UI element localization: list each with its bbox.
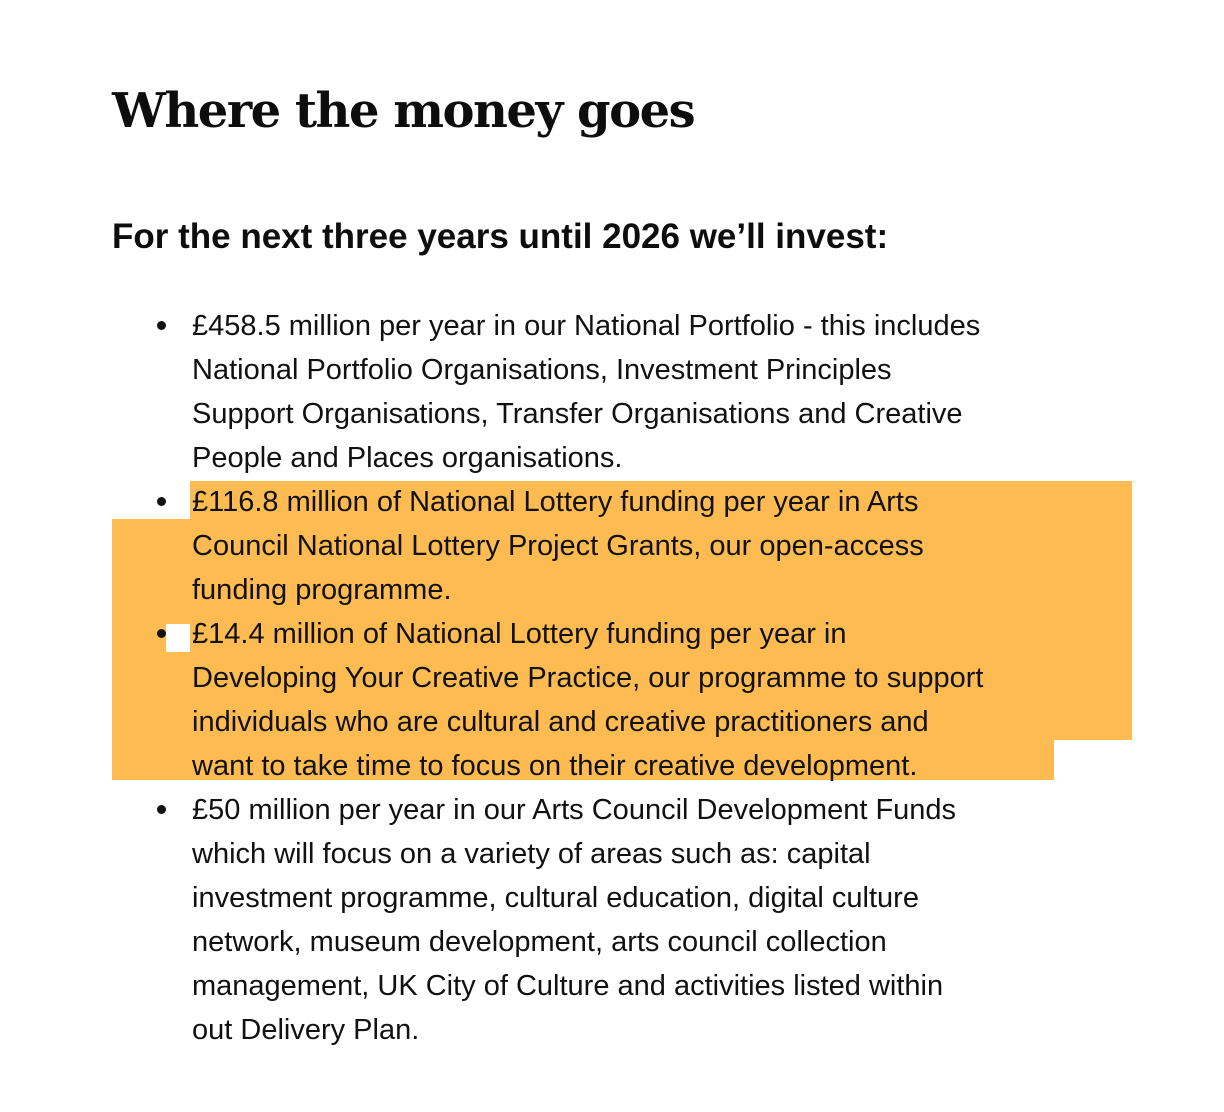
list-item-text-line: investment programme, cultural education, digital culture [192, 882, 919, 914]
bullet-icon [157, 497, 166, 506]
list-item-development-funds [192, 788, 1152, 1052]
list-item-text-line: network, museum development, arts council collection [192, 926, 887, 958]
list-item-text-line: Council National Lottery Project Grants, our open-access [192, 530, 924, 562]
list-item-text-line: People and Places organisations. [192, 442, 623, 474]
list-item-text-line: £50 million per year in our Arts Council Development Funds [192, 794, 957, 826]
list-item-text-line: funding programme. [192, 574, 452, 606]
list-item-text-line: Developing Your Creative Practice, our programme to support [192, 662, 984, 694]
subheading: For the next three years until 2026 we’ll invest: [112, 217, 889, 256]
investment-list [192, 304, 1152, 1052]
highlight-gap [166, 624, 190, 652]
list-item-text-line: management, UK City of Culture and activities listed within [192, 970, 944, 1002]
bullet-icon [157, 321, 166, 330]
list-item-national-portfolio [192, 304, 1152, 480]
bullet-icon [157, 805, 166, 814]
list-item-text-line: Support Organisations, Transfer Organisations and Creative [192, 398, 963, 430]
list-item-text-line: £116.8 million of National Lottery funding per year in Arts [192, 486, 919, 518]
bullet-icon [157, 629, 166, 638]
list-item-text-line: £14.4 million of National Lottery funding per year in [192, 618, 847, 650]
list-item-text-line: National Portfolio Organisations, Investment Principles [192, 354, 892, 386]
list-item-text-line: individuals who are cultural and creative practitioners and [192, 706, 929, 738]
list-item-project-grants [192, 480, 1152, 612]
page-title: Where the money goes [112, 83, 695, 139]
list-item-text-line: £458.5 million per year in our National Portfolio - this includes [192, 310, 981, 342]
list-item-text-line: out Delivery Plan. [192, 1014, 420, 1046]
list-item-text-line: want to take time to focus on their creative development. [192, 750, 918, 782]
text-highlight [112, 652, 190, 780]
list-item-text-line: which will focus on a variety of areas such as: capital [192, 838, 871, 870]
list-item-creative-practice [192, 612, 1152, 788]
